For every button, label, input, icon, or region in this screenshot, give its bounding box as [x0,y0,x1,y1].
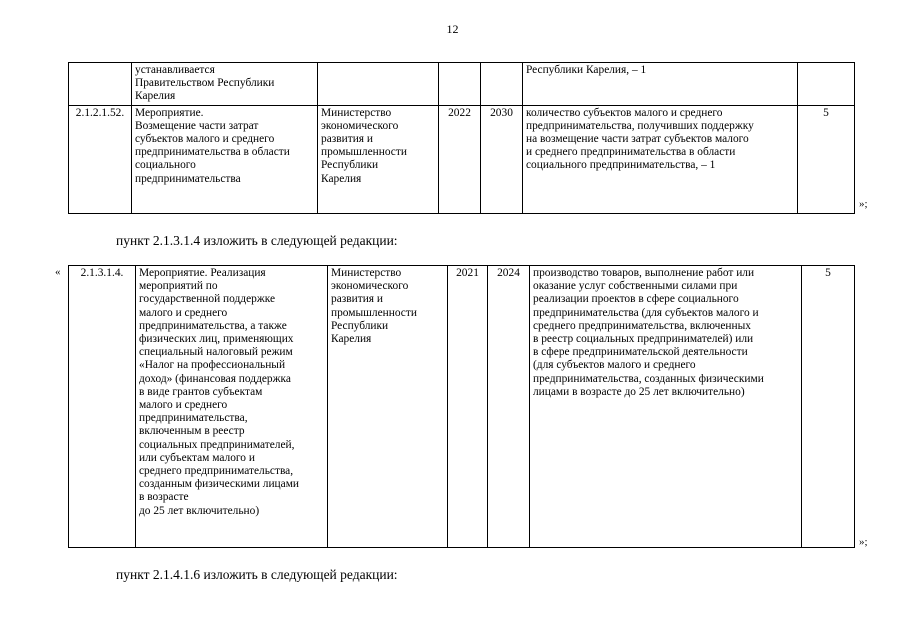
table-row [69,266,855,548]
opening-quote: « [55,266,61,278]
table-1 [68,62,855,214]
cell-measure: устанавливается Правительством Республики Карелия [132,63,318,106]
cell-value: 5 [798,105,855,213]
page-number: 12 [446,22,459,36]
cell-start: 2021 [448,266,488,548]
cell-start: 2022 [439,105,481,213]
cell-indicator: производство товаров, выполнение работ или оказание услуг собственными силами при реализации проектов в сфере социального предпринимательства (для субъектов малого и среднего предпринимательства, включенных в реестр социальных предпринимателей) или в сфере предпринимательской деятельности (для субъектов малого и среднего предпринимательства, созданных физическими лицами в возрасте до 25 лет включительно) [530,266,802,548]
paragraph-2: пункт 2.1.4.1.6 изложить в следующей редакции: [116,567,398,582]
cell-end [481,63,523,106]
cell-measure: Мероприятие. Реализация мероприятий по государственной поддержке малого и среднего предпринимательства, а также физических лиц, применяющих специальный налоговый режим «Налог на профессиональный доход» (финансовая поддержка в виде грантов субъектам малого и среднего предпринимательства, включенным в реестр социальных предпринимателей, или субъектам малого и среднего предпринимательства, созданным физическими лицами в возрасте до 25 лет включительно) [136,266,328,548]
cell-indicator: количество субъектов малого и среднего предпринимательства, получивших поддержку на возмещение части затрат субъектов малого и среднего предпринимательства в области социального предпринимательства, – 1 [523,105,798,213]
table-row [69,105,855,213]
table-row [69,63,855,106]
cell-end: 2024 [488,266,530,548]
cell-end: 2030 [481,105,523,213]
cell-measure: Мероприятие. Возмещение части затрат субъектов малого и среднего предпринимательства в области социального предпринимательства [132,105,318,213]
cell-value [798,63,855,106]
closing-quote-1: »; [859,198,868,210]
cell-code [69,63,132,106]
cell-code: 2.1.2.1.52. [69,105,132,213]
cell-executor: Министерство экономического развития и промышленности Республики Карелия [328,266,448,548]
cell-value: 5 [802,266,855,548]
cell-executor [318,63,439,106]
cell-start [439,63,481,106]
table-2 [68,265,855,548]
closing-quote-2: »; [859,536,868,548]
paragraph-1: пункт 2.1.3.1.4 изложить в следующей редакции: [116,233,398,248]
cell-executor: Министерство экономического развития и промышленности Республики Карелия [318,105,439,213]
cell-indicator: Республики Карелия, – 1 [523,63,798,106]
cell-code: 2.1.3.1.4. [69,266,136,548]
